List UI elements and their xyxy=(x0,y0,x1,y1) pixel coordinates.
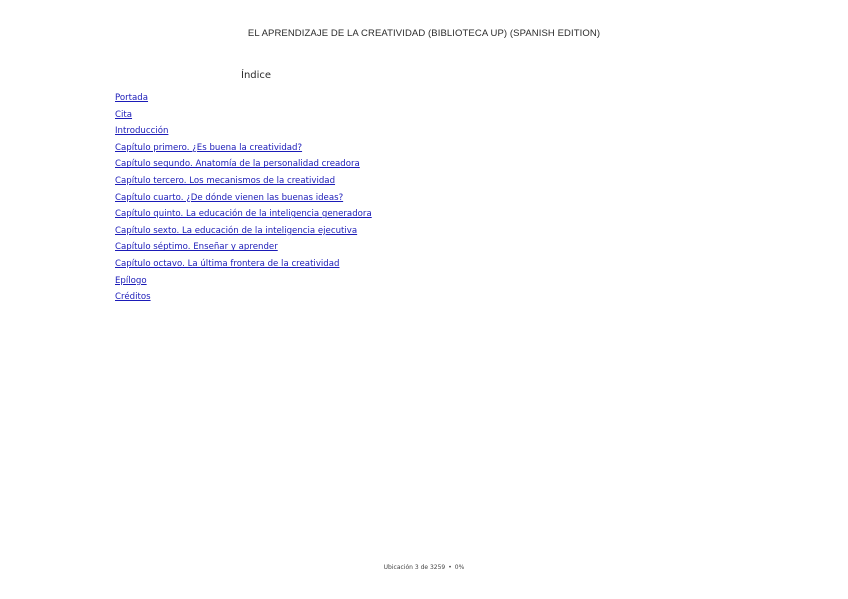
toc-item xyxy=(115,203,372,220)
toc-link-capitulo-primero[interactable]: Capítulo primero. ¿Es buena la creatividad? xyxy=(115,142,303,153)
toc-link-capitulo-octavo[interactable]: Capítulo octavo. La última frontera de la creatividad xyxy=(115,258,340,269)
toc-item xyxy=(115,253,372,270)
toc-item xyxy=(115,104,372,121)
location-text: Ubicación 3 de 3259 xyxy=(383,564,446,571)
toc-link-introduccion[interactable]: Introducción xyxy=(115,126,169,137)
toc-item xyxy=(115,120,372,137)
toc-link-cita[interactable]: Cita xyxy=(115,109,133,120)
toc-link-capitulo-quinto[interactable]: Capítulo quinto. La educación de la inteligencia generadora xyxy=(115,209,372,220)
toc-item xyxy=(115,153,372,170)
toc-item xyxy=(115,270,372,287)
toc-item xyxy=(115,220,372,237)
toc-link-epilogo[interactable]: Epílogo xyxy=(115,275,147,286)
toc-item xyxy=(115,236,372,253)
toc-item xyxy=(115,137,372,154)
reading-progress-footer xyxy=(0,564,848,571)
toc-link-portada[interactable]: Portada xyxy=(115,93,149,103)
toc-list xyxy=(115,87,372,303)
book-title: EL APRENDIZAJE DE LA CREATIVIDAD (BIBLIOTECA UP) (SPANISH EDITION) xyxy=(247,28,601,39)
toc-item xyxy=(115,187,372,204)
toc-link-capitulo-cuarto[interactable]: Capítulo cuarto. ¿De dónde vienen las buenas ideas? xyxy=(115,192,344,203)
toc-item xyxy=(115,286,372,303)
toc-item xyxy=(115,87,372,104)
toc-link-capitulo-segundo[interactable]: Capítulo segundo. Anatomía de la personalidad creadora xyxy=(115,159,360,170)
toc-heading: Índice xyxy=(241,70,272,81)
toc-link-capitulo-tercero[interactable]: Capítulo tercero. Los mecanismos de la creatividad xyxy=(115,175,336,186)
toc-item xyxy=(115,170,372,187)
toc-link-creditos[interactable]: Créditos xyxy=(115,292,151,303)
toc-link-capitulo-sexto[interactable]: Capítulo sexto. La educación de la inteligencia ejecutiva xyxy=(115,225,358,236)
separator-dot: • xyxy=(448,564,452,571)
toc-link-capitulo-septimo[interactable]: Capítulo séptimo. Enseñar y aprender xyxy=(115,242,278,253)
percent-text: 0% xyxy=(454,564,465,571)
